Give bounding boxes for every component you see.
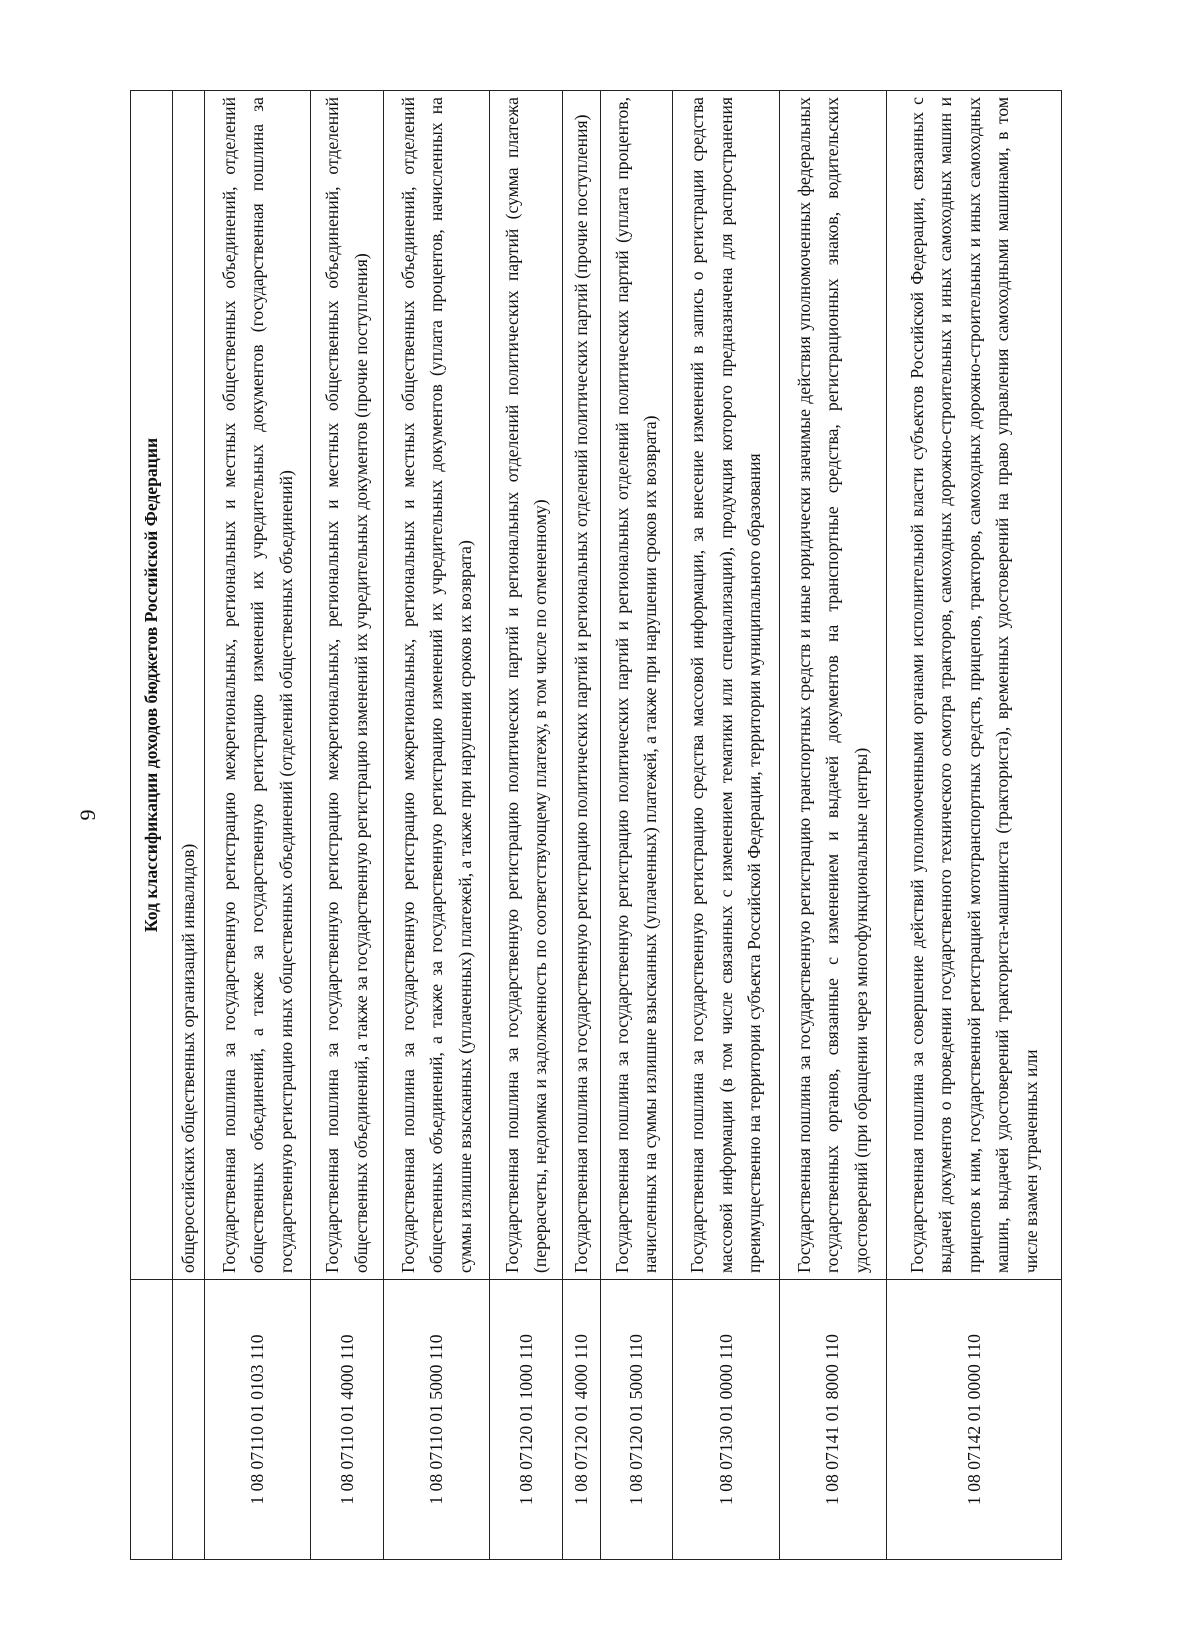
classification-table	[130, 90, 1062, 1560]
table-row	[383, 91, 490, 1560]
row-text: Государственная пошлина за государственную регистрацию межрегиональных, региональных и местных общественных объединений, отделений общественных объединений, а также за государственную регистрацию изменений их учредительных документов (прочие поступления)	[311, 91, 383, 1280]
row-text: Государственная пошлина за государственную регистрацию межрегиональных, региональных и местных общественных объединений, отделений общественных объединений, а также за государственную регистрацию изменений их учредительных документов (уплата процентов, начисленных на суммы излишне взысканных (уплаченных) платежей, а также при нарушении сроков их возврата)	[383, 91, 490, 1280]
row-text: Государственная пошлина за государственную регистрацию политических партий и региональных отделений политических партий (сумма платежа (перерасчеты, недоимка и задолженность по соответствующему платежу, в том числе по отмененному)	[490, 91, 562, 1280]
row-text: Государственная пошлина за государственную регистрацию межрегиональных, региональных и местных общественных объединений, отделений общественных объединений, а также за государственную регистрацию изменений их учредительных документов (государственная пошлина за государственную регистрацию иных общественных объединений (отделений общественных объединений)	[204, 91, 311, 1280]
row-code: 1 08 07130 01 0000 110	[673, 1280, 780, 1560]
table-row	[562, 91, 600, 1560]
row-text: общероссийских общественных организаций инвалидов)	[173, 91, 205, 1280]
table-header-row	[131, 91, 173, 1560]
row-code: 1 08 07120 01 4000 110	[562, 1280, 600, 1560]
row-code: 1 08 07110 01 4000 110	[311, 1280, 383, 1560]
row-code	[173, 1280, 205, 1560]
table-row	[673, 91, 780, 1560]
rotated-document	[130, 90, 1062, 1560]
row-code: 1 08 07110 01 0103 110	[204, 1280, 311, 1560]
table-row	[600, 91, 672, 1560]
row-text: Государственная пошлина за государственную регистрацию политических партий и региональных отделений политических партий (уплата процентов, начисленных на суммы излишне взысканных (уплаченных) платежей, а также при нарушении сроков их возврата)	[600, 91, 672, 1280]
row-code: 1 08 07120 01 5000 110	[600, 1280, 672, 1560]
table-row	[173, 91, 205, 1560]
table-row	[490, 91, 562, 1560]
table-row	[886, 91, 1062, 1560]
row-text: Государственная пошлина за государственную регистрацию транспортных средств и иные юридически значимые действия уполномоченных федеральных государственных органов, связанные с изменением и выдачей документов на транспортные средства, регистрационных знаков, водительских удостоверений (при обращении через многофункциональные центры)	[779, 91, 886, 1280]
header-col-title: Код классификации доходов бюджетов Российской Федерации	[131, 91, 173, 1280]
row-code: 1 08 07120 01 1000 110	[490, 1280, 562, 1560]
row-code: 1 08 07141 01 8000 110	[779, 1280, 886, 1560]
page-number: 9	[75, 809, 100, 821]
row-text: Государственная пошлина за государственную регистрацию средства массовой информации, за внесение изменений в запись о регистрации средства массовой информации (в том числе связанных с изменением тематики или специализации), продукция которого предназначена для распространения преимущественно на территории субъекта Российской Федерации, территории муниципального образования	[673, 91, 780, 1280]
header-col-code	[131, 1280, 173, 1560]
row-code: 1 08 07142 01 0000 110	[886, 1280, 1062, 1560]
table-row	[311, 91, 383, 1560]
table-row	[204, 91, 311, 1560]
row-text: Государственная пошлина за государственную регистрацию политических партий и региональных отделений политических партий (прочие поступления)	[562, 91, 600, 1280]
row-text: Государственная пошлина за совершение действий уполномоченными органами исполнительной власти субъектов Российской Федерации, связанных с выдачей документов о проведении государственного технического осмотра тракторов, самоходных дорожно-строительных и иных самоходных машин и прицепов к ним, государственной регистрацией мототранспортных средств, прицепов, тракторов, самоходных дорожно-строительных и иных самоходных машин, выдачей удостоверений тракториста-машиниста (тракториста), временных удостоверений на право управления самоходными машинами, в том числе взамен утраченных или	[886, 91, 1062, 1280]
table-row	[779, 91, 886, 1560]
row-code: 1 08 07110 01 5000 110	[383, 1280, 490, 1560]
